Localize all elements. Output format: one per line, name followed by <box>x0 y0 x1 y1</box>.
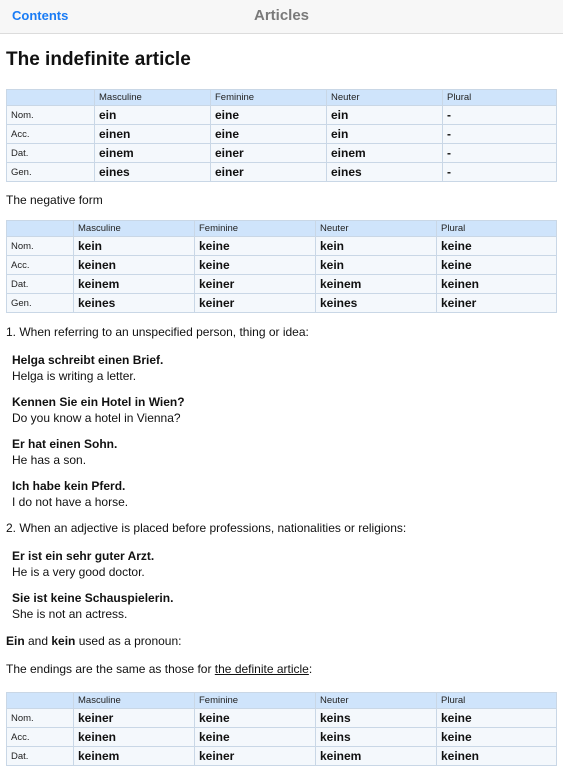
table-cell: keinen <box>437 747 557 766</box>
table-cell: einer <box>211 144 327 163</box>
column-header: Masculine <box>74 221 195 237</box>
column-header: Masculine <box>95 90 211 106</box>
negative-form-label: The negative form <box>6 193 103 207</box>
pronoun-endings-table <box>6 692 557 766</box>
endings-text <box>6 661 557 677</box>
column-header: Feminine <box>195 221 316 237</box>
table-cell: eines <box>327 163 443 182</box>
example-english: I do not have a horse. <box>12 495 129 509</box>
column-header <box>7 221 74 237</box>
table-cell: keinem <box>74 747 195 766</box>
negative-article-table <box>6 220 557 313</box>
case-label: Nom. <box>7 106 95 125</box>
table-cell: keine <box>437 256 557 275</box>
table-cell: keinen <box>74 256 195 275</box>
table-cell: keiner <box>74 709 195 728</box>
column-header: Feminine <box>195 693 316 709</box>
example <box>12 478 557 510</box>
pronoun-text <box>6 633 557 649</box>
table-cell: einen <box>95 125 211 144</box>
table-cell: kein <box>316 237 437 256</box>
table-cell: kein <box>74 237 195 256</box>
table-cell: eine <box>211 106 327 125</box>
case-label: Gen. <box>7 163 95 182</box>
table-cell: keine <box>437 709 557 728</box>
column-header: Neuter <box>316 221 437 237</box>
example-german: Er hat einen Sohn. <box>12 437 118 451</box>
table-cell: keine <box>437 237 557 256</box>
table-cell: kein <box>316 256 437 275</box>
case-label: Acc. <box>7 728 74 747</box>
column-header: Feminine <box>211 90 327 106</box>
section-heading: The indefinite article <box>6 49 191 70</box>
pronoun-and: and <box>24 634 52 648</box>
table-cell: keiner <box>195 275 316 294</box>
column-header: Masculine <box>74 693 195 709</box>
endings-suffix: : <box>308 662 313 676</box>
table-cell: eines <box>95 163 211 182</box>
table-cell: keiner <box>195 747 316 766</box>
rule-one-text: 1. When referring to an unspecified person, thing or idea: <box>6 325 309 339</box>
column-header: Plural <box>437 693 557 709</box>
table-cell: keines <box>74 294 195 313</box>
column-header <box>7 90 95 106</box>
example-english: Do you know a hotel in Vienna? <box>12 411 181 425</box>
column-header: Plural <box>437 221 557 237</box>
column-header: Neuter <box>316 693 437 709</box>
case-label: Dat. <box>7 747 74 766</box>
example-german: Helga schreibt einen Brief. <box>12 353 164 367</box>
table-row <box>7 256 557 275</box>
example-german: Er ist ein sehr guter Arzt. <box>12 549 155 563</box>
table-cell: keinen <box>74 728 195 747</box>
table-cell: eine <box>211 125 327 144</box>
pronoun-rest: used as a pronoun: <box>75 634 182 648</box>
rule-two-text: 2. When an adjective is placed before professions, nationalities or religions: <box>6 521 407 535</box>
example-english: She is not an actress. <box>12 607 128 621</box>
pronoun-word-kein: kein <box>51 634 76 648</box>
case-label: Dat. <box>7 144 95 163</box>
table-cell: ein <box>95 106 211 125</box>
example-german: Kennen Sie ein Hotel in Wien? <box>12 395 185 409</box>
table-cell: - <box>443 125 557 144</box>
example <box>12 548 557 580</box>
case-label: Nom. <box>7 709 74 728</box>
indefinite-article-table <box>6 89 557 182</box>
table-cell: keines <box>316 294 437 313</box>
table-row <box>7 106 557 125</box>
table-cell: keinen <box>437 275 557 294</box>
table-row <box>7 709 557 728</box>
table-cell: keinem <box>316 747 437 766</box>
example-german: Ich habe kein Pferd. <box>12 479 126 493</box>
endings-prefix: The endings are the same as those for <box>6 662 215 676</box>
case-label: Acc. <box>7 125 95 144</box>
contents-back-button[interactable]: Contents <box>12 8 69 23</box>
table-cell: ein <box>327 106 443 125</box>
case-label: Acc. <box>7 256 74 275</box>
column-header: Neuter <box>327 90 443 106</box>
table-cell: keine <box>195 256 316 275</box>
table-cell: ein <box>327 125 443 144</box>
table-cell: keiner <box>437 294 557 313</box>
table-cell: - <box>443 163 557 182</box>
table-row <box>7 275 557 294</box>
table-cell: einem <box>327 144 443 163</box>
table-cell: keins <box>316 709 437 728</box>
table-cell: keins <box>316 728 437 747</box>
definite-article-link[interactable]: the definite article <box>214 662 309 676</box>
table-row <box>7 125 557 144</box>
table-cell: keine <box>195 728 316 747</box>
table-cell: keinem <box>74 275 195 294</box>
navigation-bar <box>0 0 563 34</box>
example <box>12 352 557 384</box>
case-label: Dat. <box>7 275 74 294</box>
table-row <box>7 144 557 163</box>
table-cell: keine <box>437 728 557 747</box>
example <box>12 394 557 426</box>
table-cell: keinem <box>316 275 437 294</box>
example <box>12 436 557 468</box>
example-german: Sie ist keine Schauspielerin. <box>12 591 174 605</box>
table-row <box>7 237 557 256</box>
table-row <box>7 728 557 747</box>
column-header <box>7 693 74 709</box>
example-english: He is a very good doctor. <box>12 565 145 579</box>
table-row <box>7 163 557 182</box>
table-cell: - <box>443 144 557 163</box>
example-english: He has a son. <box>12 453 87 467</box>
table-row <box>7 747 557 766</box>
table-cell: - <box>443 106 557 125</box>
table-cell: keiner <box>195 294 316 313</box>
case-label: Nom. <box>7 237 74 256</box>
table-cell: keine <box>195 237 316 256</box>
page-title: Articles <box>253 7 310 24</box>
table-cell: keine <box>195 709 316 728</box>
column-header: Plural <box>443 90 557 106</box>
table-row <box>7 294 557 313</box>
pronoun-word-ein: Ein <box>6 634 25 648</box>
case-label: Gen. <box>7 294 74 313</box>
example <box>12 590 557 622</box>
article-content <box>0 46 563 766</box>
example-english: Helga is writing a letter. <box>12 369 137 383</box>
table-cell: einem <box>95 144 211 163</box>
table-cell: einer <box>211 163 327 182</box>
